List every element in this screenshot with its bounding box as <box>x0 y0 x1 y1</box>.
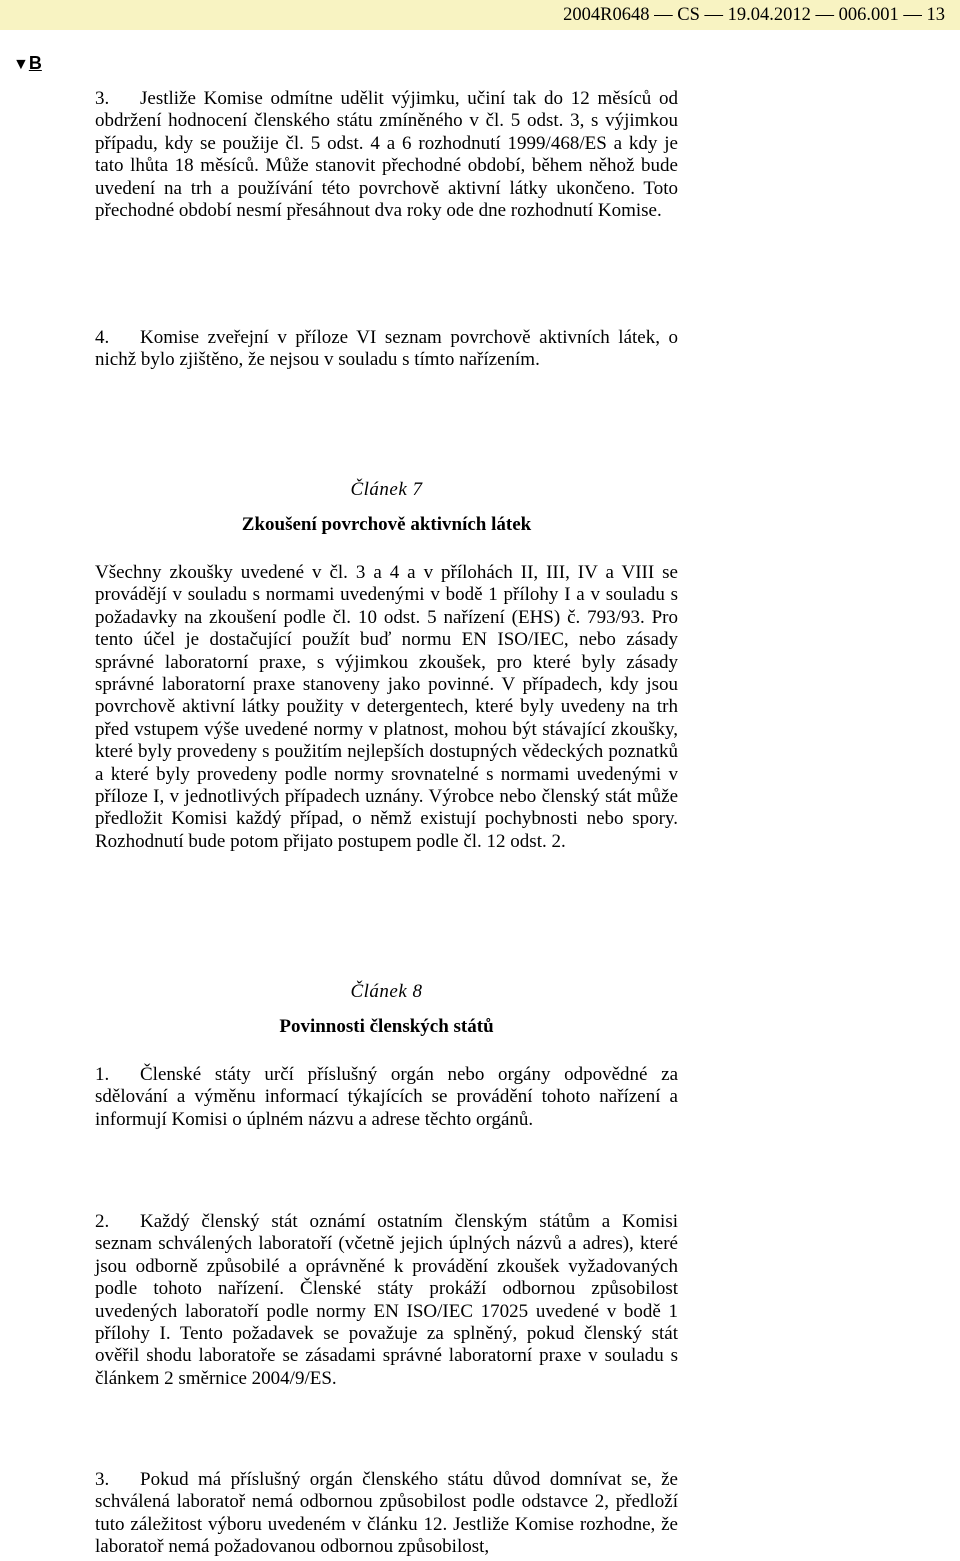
article-8-title: Povinnosti členských států <box>279 1016 494 1037</box>
paragraph-text: Každý členský stát oznámí ostatním členským státům a Komisi seznam schválených laboratoří (včetně jejich úplných názvů a adres), které jsou odborně způsobilé a oprávněné k provádění zkoušek vyžadovaných podle tohoto nařízení. Členské státy prokáží odbornou způsobilost uvedených laboratoří podle normy EN ISO/IEC 17025 uvedené v bodě 1 přílohy I. Tento požadavek se považuje za splněný, pokud členský stát ověřil shodu laboratoře se zásadami správné laboratorní praxe v souladu s článkem 2 směrnice 2004/9/ES. <box>95 1211 678 1389</box>
paragraph-text: Komise zveřejní v příloze VI seznam povrchově aktivních látek, o nichž bylo zjištěno, že nejsou v souladu s tímto nařízením. <box>95 327 678 371</box>
paragraph-number: 4. <box>95 327 110 348</box>
paragraph-number: 1. <box>95 1064 110 1085</box>
paragraph-3 <box>95 88 678 222</box>
paragraph-text: Členské státy určí příslušný orgán nebo orgány odpovědné za sdělování a výměnu informací týkajících se provádění tohoto nařízení a informují Komisi o úplném názvu a adrese těchto orgánů. <box>95 1064 678 1130</box>
paragraph-number: 3. <box>95 1469 110 1490</box>
paragraph-4 <box>95 327 678 372</box>
article-8-number: Článek 8 <box>350 981 423 1002</box>
page-header <box>0 0 960 30</box>
paragraph-number: 2. <box>95 1211 110 1232</box>
triangle-down-icon: ▼ <box>13 56 29 73</box>
amendment-marker <box>13 52 42 76</box>
paragraph-text: Pokud má příslušný orgán členského státu důvod domnívat se, že schválená laboratoř nemá odbornou způsobilost podle odstavce 2, předloží tuto záležitost výboru uvedeném v článku 12. Jestliže Komise rozhodne, že laboratoř nemá požadovanou odbornou způsobilost, <box>95 1469 678 1558</box>
article-7-number: Článek 7 <box>350 479 423 500</box>
marker-code: B <box>28 53 42 73</box>
paragraph-text: Jestliže Komise odmítne udělit výjimku, učiní tak do 12 měsíců od obdržení hodnocení členského státu zmíněného v čl. 5 odst. 3, s výjimkou případu, kdy se použije čl. 5 odst. 4 a 6 rozhodnutí 1999/468/ES a kdy je tato lhůta 18 měsíců. Může stanovit přechodné období, během něhož bude uvedení na trh a používání této povrchově aktivní látky ukončeno. Toto přechodné období nesmí přesáhnout dva roky ode dne rozhodnutí Komise. <box>95 88 678 222</box>
article-8-paragraph-1 <box>95 1064 678 1131</box>
article-7-text: Všechny zkoušky uvedené v čl. 3 a 4 a v přílohách II, III, IV a VIII se provádějí v souladu s normami uvedenými v bodě 1 přílohy I a v souladu s požadavky na zkoušení podle čl. 10 odst. 5 nařízení (EHS) č. 793/93. Pro tento účel je dostačující použít buď normu EN ISO/IEC, nebo zásady správné laboratorní praxe, s výjimkou zkoušek, pro které byly zásady správné laboratorní praxe stanoveny jako povinné. V případech, kdy jsou povrchově aktivní látky použity v detergentech, které byly uvedeny na trh před vstupem výše uvedené normy v platnost, mohou být stávající zkoušky, které byly provedeny s použitím nejlepších dostupných vědeckých poznatků a které byly provedeny podle normy srovnatelné s normami uvedenými v příloze I, v jednotlivých případech uznány. Výrobce nebo členský stát může předložit Komisi každý případ, o němž existují pochybnosti nebo spory. Rozhodnutí bude potom přijato postupem podle čl. 12 odst. 2. <box>95 562 678 852</box>
article-8-paragraph-2 <box>95 1211 678 1390</box>
document-reference: 2004R0648 — CS — 19.04.2012 — 006.001 — 13 <box>563 5 945 25</box>
article-7-title: Zkoušení povrchově aktivních látek <box>241 514 532 535</box>
article-8-paragraph-3 <box>95 1469 678 1559</box>
paragraph-number: 3. <box>95 88 110 109</box>
